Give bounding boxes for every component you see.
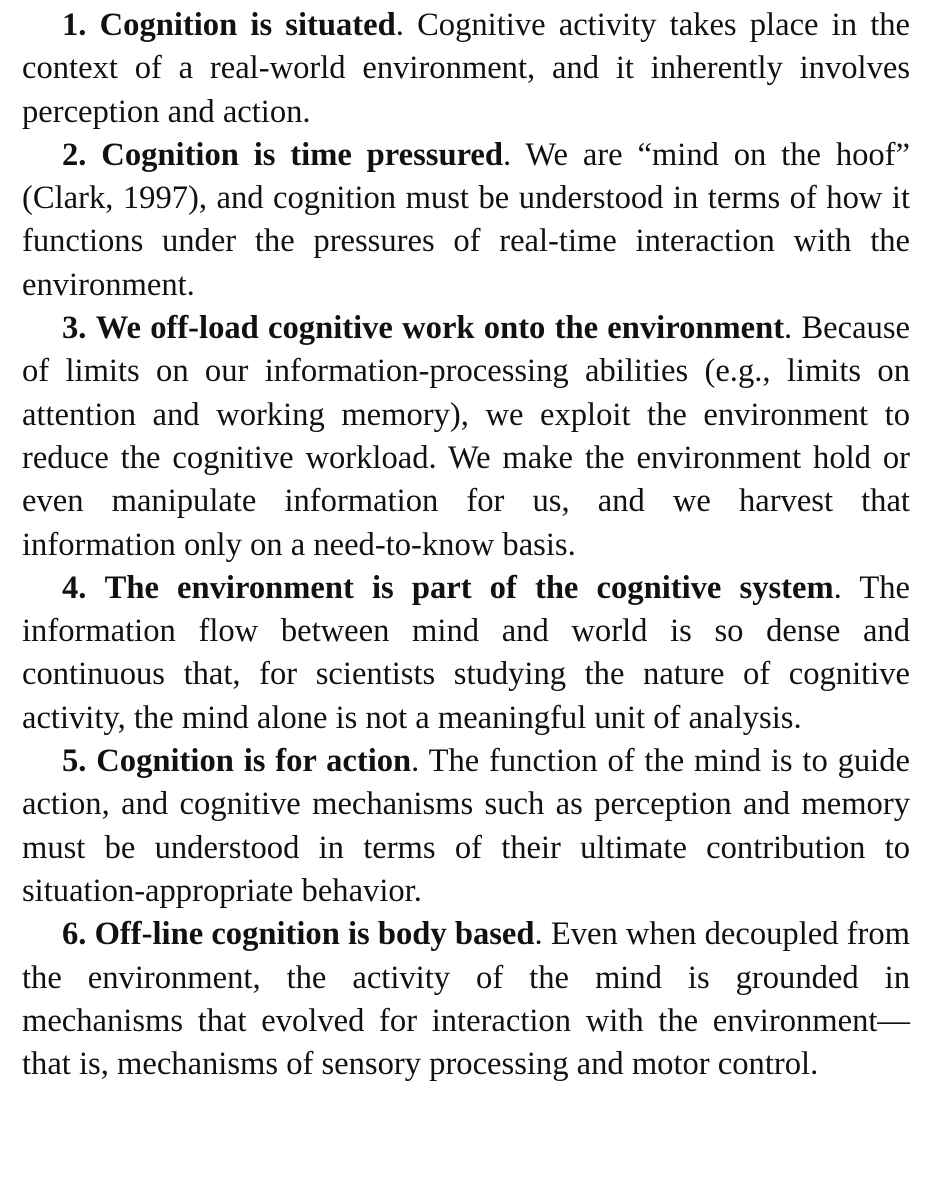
item-number: 1. — [62, 7, 87, 43]
item-number: 3. — [62, 310, 87, 347]
item-heading: Off-line cognition is body based — [94, 916, 535, 953]
list-item-3 — [22, 307, 910, 567]
item-number: 2. — [62, 136, 87, 173]
item-body: . We are “mind on the hoof” (Clark, 1997), and cognition must be understood in terms of how it functions under the pressures of real-time interaction with the environment. — [22, 136, 910, 303]
list-item-4 — [22, 567, 910, 740]
item-heading: Cognition is time pressured — [101, 136, 504, 173]
item-number: 4. — [62, 569, 87, 606]
item-body: . Even when decoupled from the environment, the activity of the mind is grounded in mechanisms that evolved for interaction with the environment—that is, mechanisms of sensory processing and motor control. — [22, 916, 910, 1083]
document-page — [22, 4, 910, 1086]
list-item-5 — [22, 740, 910, 913]
item-body: . The function of the mind is to guide action, and cognitive mechanisms such as perception and memory must be understood in terms of their ultimate contribution to situation-appropriate behavior. — [22, 743, 910, 909]
list-item-6 — [22, 913, 910, 1086]
item-heading: Cognition is situated — [99, 7, 396, 43]
item-heading: We off-load cognitive work onto the environment — [95, 310, 785, 347]
item-heading: The environment is part of the cognitive system — [104, 569, 834, 606]
item-number: 5. — [62, 743, 87, 780]
item-heading: Cognition is for action — [96, 743, 412, 780]
list-item-1 — [22, 4, 910, 134]
item-body: . Cognitive activity takes place in the context of a real-world environment, and it inherently involves perception and action. — [22, 7, 910, 130]
item-number: 6. — [62, 916, 87, 953]
list-item-2 — [22, 134, 910, 307]
item-body: . Because of limits on our information-processing abilities (e.g., limits on attention and working memory), we exploit the environment to reduce the cognitive workload. We make the environment hold or even manipulate information for us, and we harvest that information only on a need-to-know basis. — [22, 310, 910, 563]
item-body: . The information flow between mind and world is so dense and continuous that, for scientists studying the nature of cognitive activity, the mind alone is not a meaningful unit of analysis. — [22, 569, 910, 736]
